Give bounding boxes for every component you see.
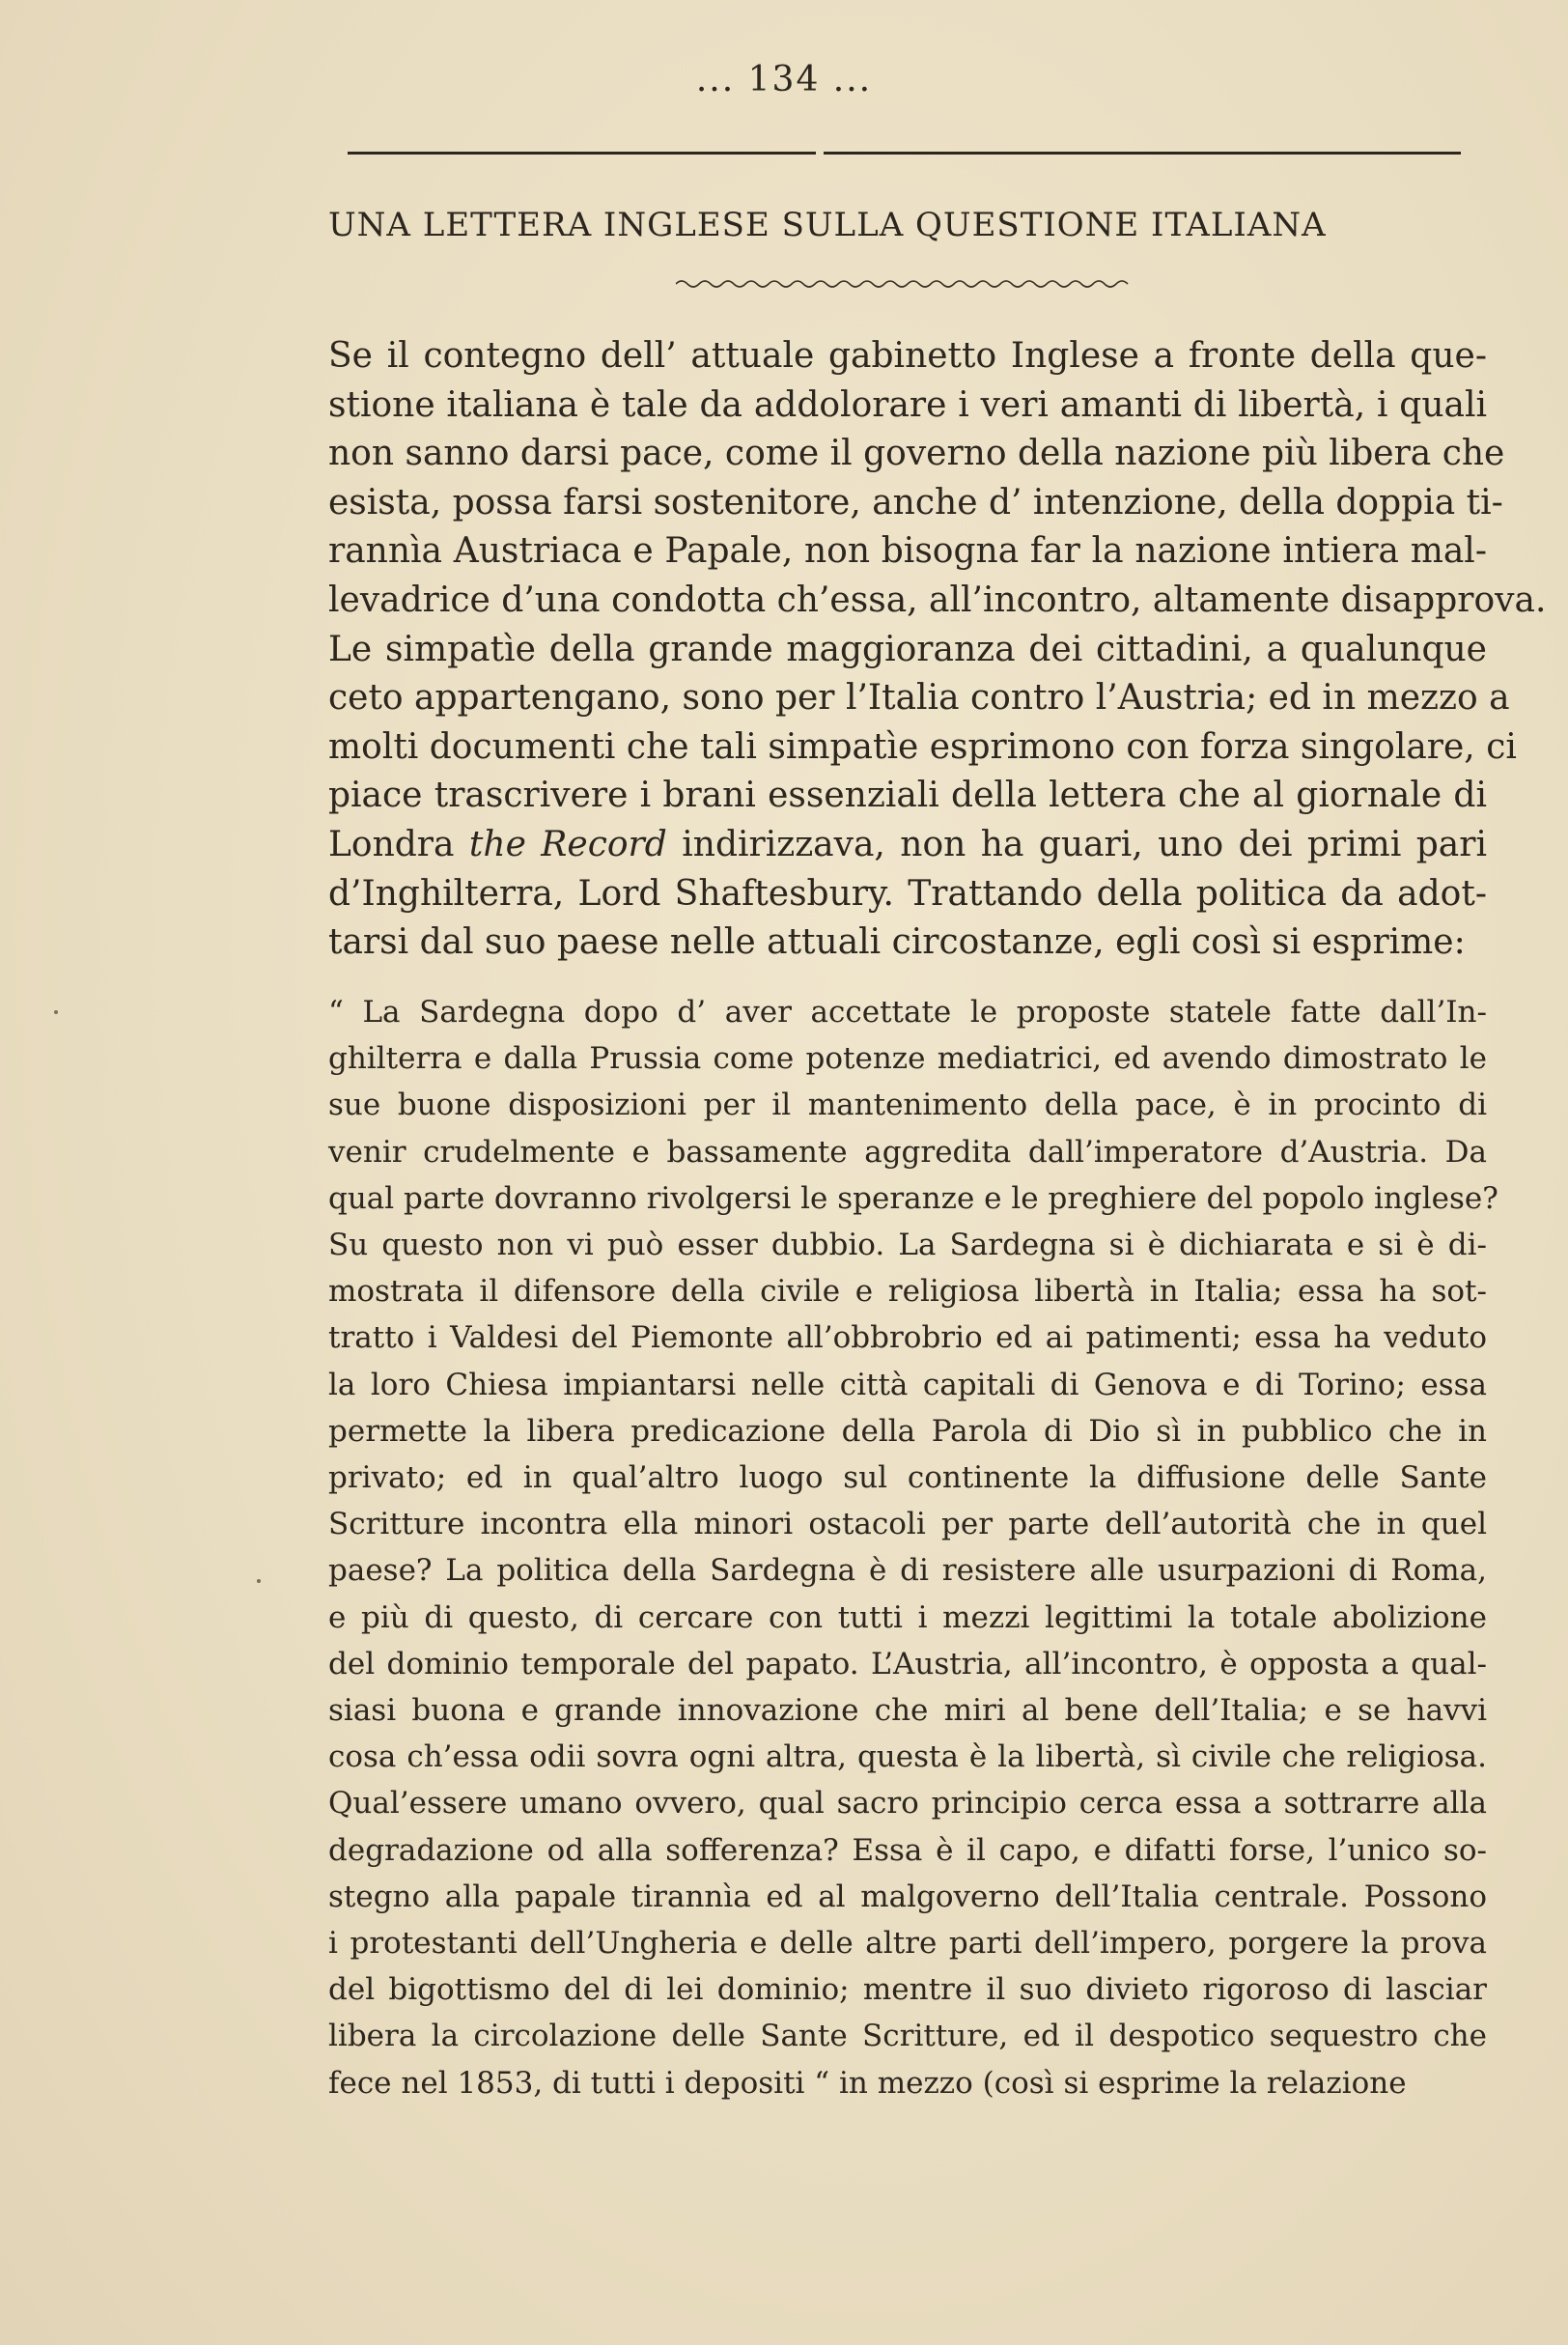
header-rule-right	[824, 152, 1461, 155]
quote-line: stegno alla papale tirannìa ed al malgoverno dell’Italia centrale. Possono	[328, 1879, 1487, 1914]
newspaper-name: the Record	[468, 824, 667, 864]
quote-line: del bigottismo del di lei dominio; mentre il suo divieto rigoroso di lasciar	[328, 1972, 1487, 2008]
intro-line: tarsi dal suo paese nelle attuali circostanze, egli così si esprime:	[328, 922, 1466, 963]
quote-line: fece nel 1853, di tutti i depositi “ in mezzo (così si esprime la relazione	[328, 2065, 1407, 2101]
quote-line: permette la libera predicazione della Parola di Dio sì in pubblico che in	[328, 1413, 1487, 1449]
quote-line: qual parte dovranno rivolgersi le speranze e le preghiere del popolo inglese?	[328, 1180, 1498, 1216]
intro-line: rannìa Austriaca e Papale, non bisogna far la nazione intiera mal-	[328, 531, 1487, 572]
quote-line: i protestanti dell’Ungheria e delle altre parti dell’impero, porgere la prova	[328, 1926, 1487, 1962]
intro-line: molti documenti che tali simpatìe esprimono con forza singolare, ci	[328, 726, 1517, 767]
margin-speck	[54, 1010, 58, 1014]
quote-line: venir crudelmente e bassamente aggredita dall’imperatore d’Austria. Da	[328, 1134, 1487, 1170]
quote-line: ghilterra e dalla Prussia come potenze mediatrici, ed avendo dimostrato le	[328, 1041, 1487, 1077]
article-title: UNA LETTERA INGLESE SULLA QUESTIONE ITALIANA	[328, 206, 1327, 244]
quote-line: paese? La politica della Sardegna è di resistere alle usurpazioni di Roma,	[328, 1553, 1487, 1589]
quote-line: cosa ch’essa odii sovra ogni altra, questa è la libertà, sì civile che religiosa.	[328, 1739, 1487, 1775]
intro-line: non sanno darsi pace, come il governo della nazione più libera che	[328, 434, 1505, 474]
intro-line: esista, possa farsi sostenitore, anche d’ intenzione, della doppia ti-	[328, 482, 1503, 523]
intro-line: d’Inghilterra, Lord Shaftesbury. Trattando della politica da adot-	[328, 873, 1487, 914]
quote-line: tratto i Valdesi del Piemonte all’obbrobrio ed ai patimenti; essa ha veduto	[328, 1320, 1487, 1356]
quoted-letter	[328, 989, 1498, 2106]
intro-line: Se il contegno dell’ attuale gabinetto Inglese a fronte della que-	[328, 336, 1487, 376]
text-segment: Londra	[328, 824, 469, 864]
quote-line: privato; ed in qual’altro luogo sul continente la diffusione delle Sante	[328, 1460, 1487, 1496]
quote-line: Scritture incontra ella minori ostacoli per parte dell’autorità che in quel	[328, 1507, 1487, 1542]
intro-line	[328, 821, 1487, 870]
quote-line: e più di questo, di cercare con tutti i mezzi legittimi la totale abolizione	[328, 1599, 1487, 1635]
text-segment: indirizzava, non ha guari, uno dei primi pari	[666, 824, 1487, 864]
quote-line: la loro Chiesa impiantarsi nelle città capitali di Genova e di Torino; essa	[328, 1367, 1487, 1402]
intro-line: stione italiana è tale da addolorare i veri amanti di libertà, i quali	[328, 384, 1487, 425]
quote-line: siasi buona e grande innovazione che miri al bene dell’Italia; e se havvi	[328, 1693, 1487, 1729]
quote-line: Su questo non vi può esser dubbio. La Sardegna si è dichiarata e si è di-	[328, 1228, 1487, 1263]
intro-paragraph	[328, 332, 1547, 968]
quote-line: Qual’essere umano ovvero, qual sacro principio cerca essa a sottrarre alla	[328, 1786, 1487, 1822]
quote-line: degradazione od alla sofferenza? Essa è il capo, e difatti forse, l’unico so-	[328, 1832, 1487, 1868]
quote-line: sue buone disposizioni per il mantenimento della pace, è in procinto di	[328, 1088, 1487, 1123]
quote-line: mostrata il difensore della civile e religiosa libertà in Italia; essa ha sot-	[328, 1274, 1487, 1310]
margin-speck	[257, 1579, 261, 1583]
intro-line: ceto appartengano, sono per l’Italia contro l’Austria; ed in mezzo a	[328, 678, 1510, 719]
intro-line: Le simpatìe della grande maggioranza dei cittadini, a qualunque	[328, 629, 1487, 669]
quote-line: libera la circolazione delle Sante Scritture, ed il despotico sequestro che	[328, 2019, 1487, 2054]
title-ornament	[676, 276, 1130, 292]
quote-line: “ La Sardegna dopo d’ aver accettate le proposte statele fatte dall’In-	[328, 995, 1487, 1030]
intro-line: levadrice d’una condotta ch’essa, all’incontro, altamente disapprova.	[328, 579, 1547, 620]
page-number: ... 134 ...	[695, 60, 873, 99]
intro-line: piace trascrivere i brani essenziali della lettera che al giornale di	[328, 776, 1487, 816]
header-rule-left	[348, 152, 816, 155]
quote-line: del dominio temporale del papato. L’Austria, all’incontro, è opposta a qual-	[328, 1646, 1487, 1681]
